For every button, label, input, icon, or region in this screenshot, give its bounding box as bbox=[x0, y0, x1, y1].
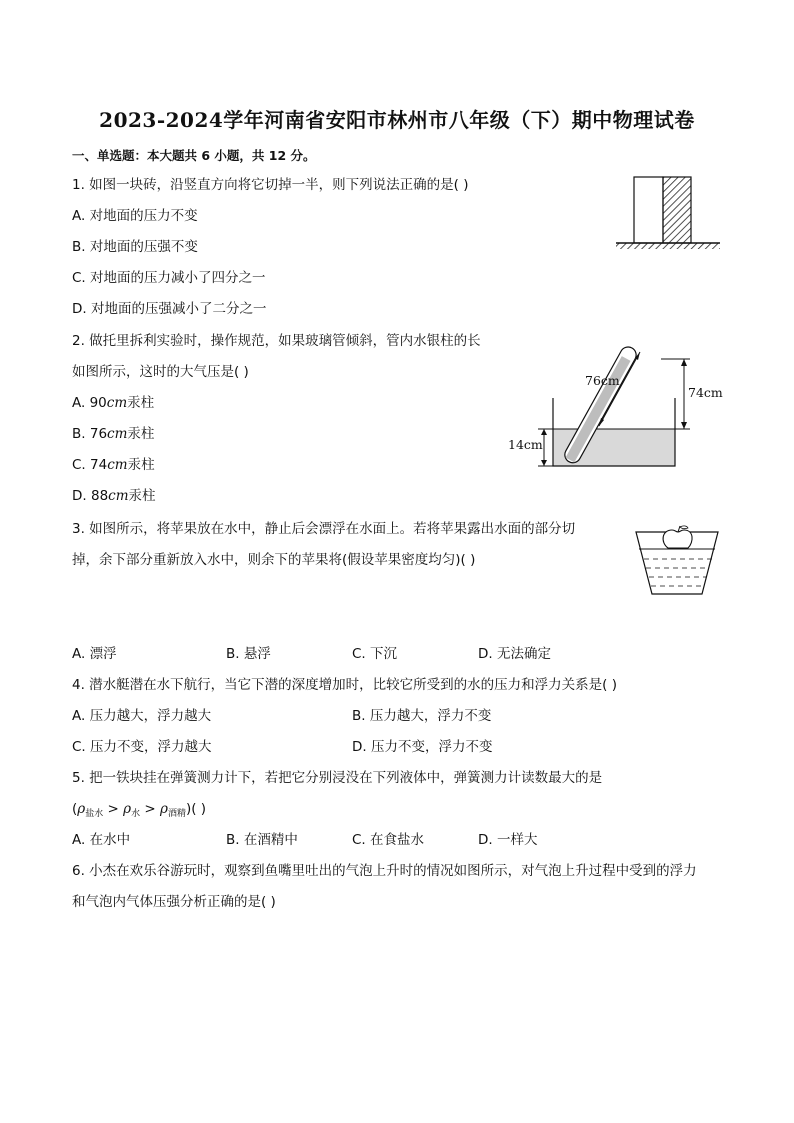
q4-option-d: D. 压力不变，浮力不变 bbox=[352, 739, 493, 755]
q5-option-d: D. 一样大 bbox=[478, 832, 538, 848]
q2-option-d: D. 88cm汞柱 bbox=[72, 488, 156, 504]
q4-option-b: B. 压力越大，浮力不变 bbox=[352, 708, 492, 724]
torricelli-figure bbox=[500, 330, 730, 475]
tube-length-label: 76cm bbox=[585, 373, 620, 388]
apple bbox=[663, 530, 692, 548]
q2-option-c: C. 74cm汞柱 bbox=[72, 457, 155, 473]
q5-option-a: A. 在水中 bbox=[72, 832, 131, 848]
brick-cut-half bbox=[663, 177, 691, 243]
page-title: 2023-2024学年河南省安阳市林州市八年级（下）期中物理试卷 bbox=[99, 108, 695, 132]
apple-beaker-figure bbox=[632, 524, 724, 598]
q4-option-c: C. 压力不变，浮力越大 bbox=[72, 739, 212, 755]
q3-option-a: A. 漂浮 bbox=[72, 646, 117, 662]
q1-option-d: D. 对地面的压强减小了二分之一 bbox=[72, 301, 267, 317]
section-heading: 一、单选题：本大题共 6 小题，共 12 分。 bbox=[72, 148, 316, 163]
q2-option-b: B. 76cm汞柱 bbox=[72, 426, 155, 442]
q3-option-b: B. 悬浮 bbox=[226, 646, 271, 662]
q6-stem-line1: 6. 小杰在欢乐谷游玩时，观察到鱼嘴里吐出的气泡上升时的情况如图所示，对气泡上升过程中受到的浮力 bbox=[72, 863, 697, 879]
q6-stem-line2: 和气泡内气体压强分析正确的是( ) bbox=[72, 894, 276, 910]
q2-stem-line1: 2. 做托里拆利实验时，操作规范，如果玻璃管倾斜，管内水银柱的长 bbox=[72, 333, 481, 349]
q1-option-c: C. 对地面的压力减小了四分之一 bbox=[72, 270, 266, 286]
height-label: 74cm bbox=[688, 385, 723, 400]
q2-option-a: A. 90cm汞柱 bbox=[72, 395, 155, 411]
q1-option-a: A. 对地面的压力不变 bbox=[72, 208, 198, 224]
q4-option-a: A. 压力越大，浮力越大 bbox=[72, 708, 212, 724]
q4-stem: 4. 潜水艇潜在水下航行，当它下潜的深度增加时，比较它所受到的水的压力和浮力关系是( ) bbox=[72, 677, 617, 693]
q5-stem: 5. 把一铁块挂在弹簧测力计下，若把它分别浸没在下列液体中，弹簧测力计读数最大的是 bbox=[72, 770, 603, 786]
q3-option-d: D. 无法确定 bbox=[478, 646, 551, 662]
q1-stem: 1. 如图一块砖，沿竖直方向将它切掉一半，则下列说法正确的是( ) bbox=[72, 177, 469, 193]
q5-option-c: C. 在食盐水 bbox=[352, 832, 425, 848]
q1-option-b: B. 对地面的压强不变 bbox=[72, 239, 198, 255]
q3-stem-line1: 3. 如图所示，将苹果放在水中，静止后会漂浮在水面上。若将苹果露出水面的部分切 bbox=[72, 521, 576, 537]
q3-stem-line2: 掉，余下部分重新放入水中，则余下的苹果将(假设苹果密度均匀)( ) bbox=[72, 552, 476, 568]
q2-stem-line2: 如图所示，这时的大气压是( ) bbox=[72, 364, 249, 380]
q5-option-b: B. 在酒精中 bbox=[226, 832, 298, 848]
brick-figure bbox=[612, 172, 724, 254]
q5-density-formula: $(\rho_{盐水} > \rho_水 > \rho_{酒精})$( ) bbox=[72, 801, 207, 819]
brick-left-half bbox=[634, 177, 663, 243]
ground bbox=[616, 243, 720, 249]
depth-label: 14cm bbox=[508, 437, 543, 452]
q3-option-c: C. 下沉 bbox=[352, 646, 398, 662]
